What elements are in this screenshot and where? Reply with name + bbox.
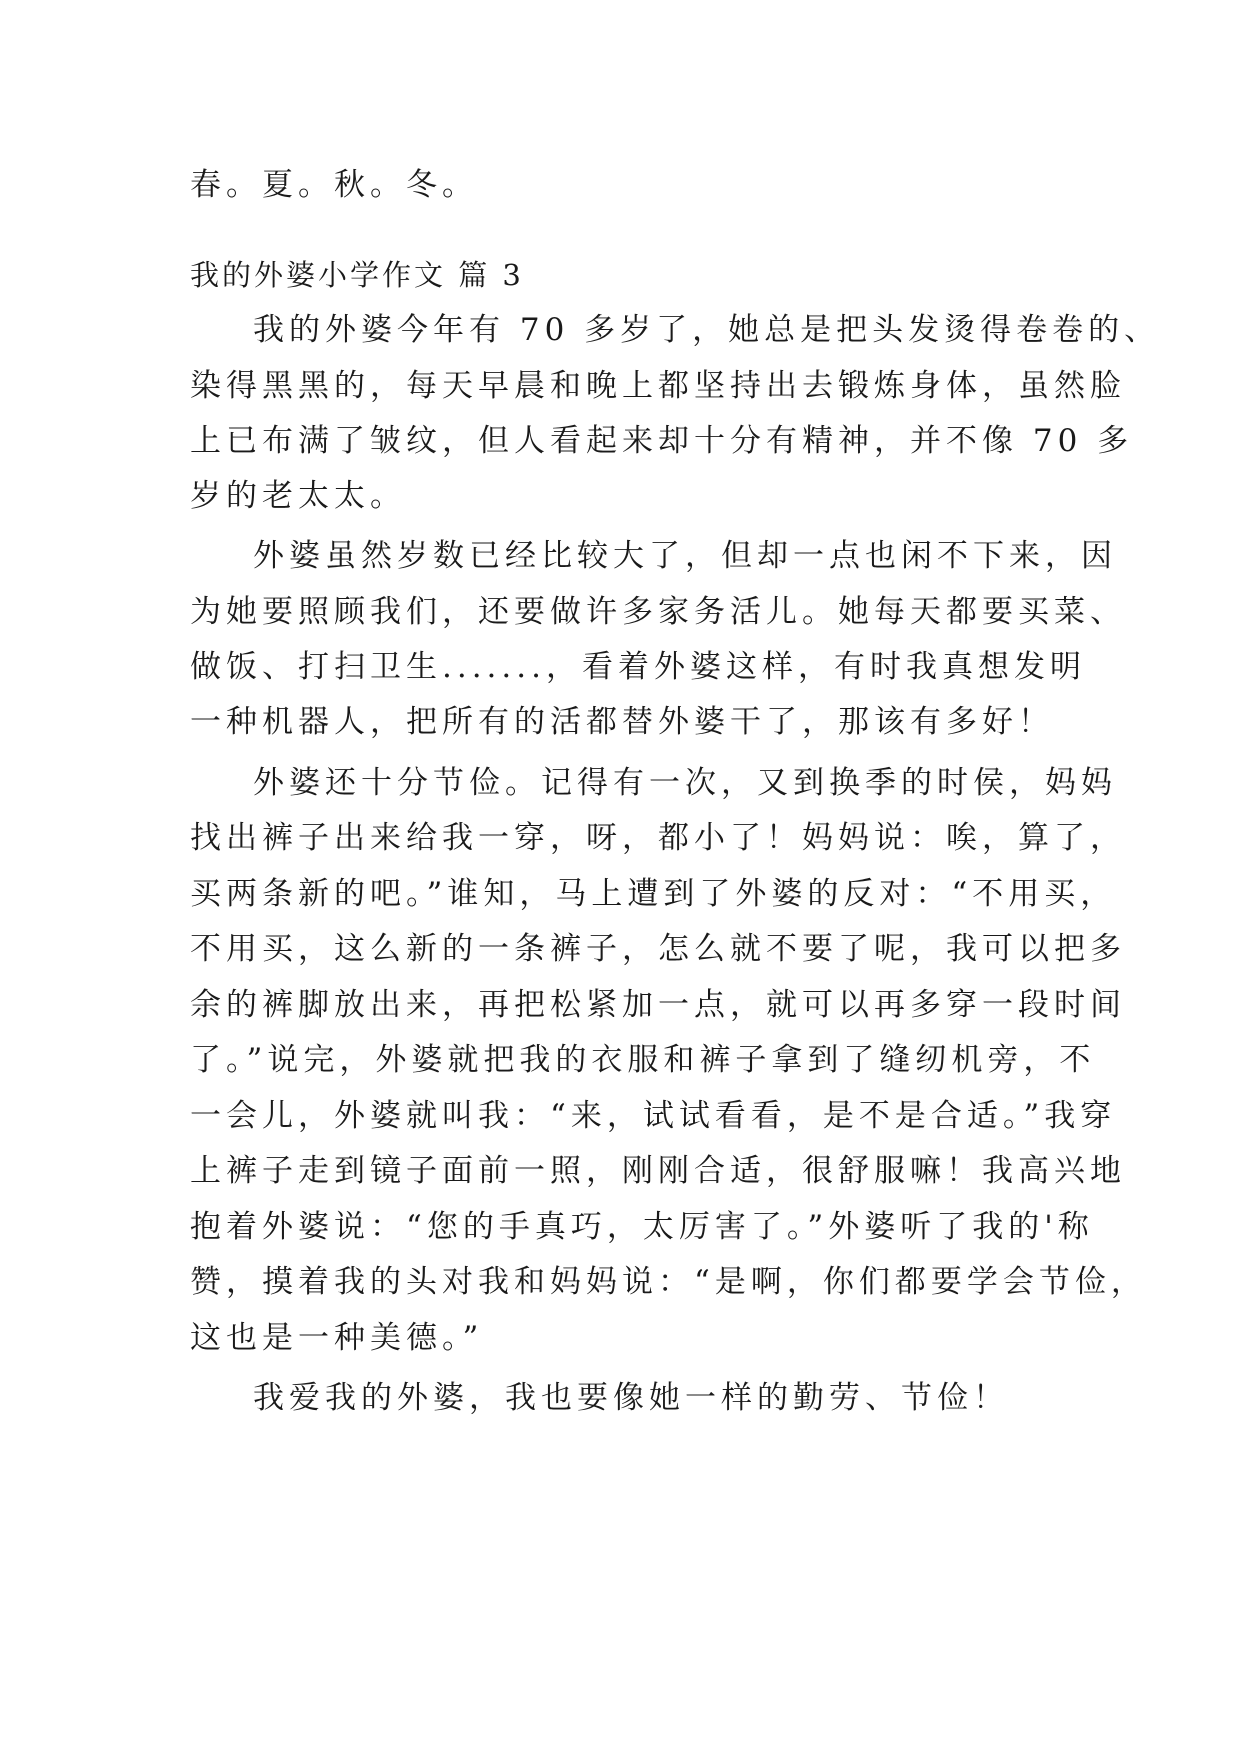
paragraph-line: 做饭、打扫卫生.......，看着外婆这样，有时我真想发明 <box>190 649 1086 685</box>
essay-heading: 我的外婆小学作文 篇 3 <box>190 258 524 292</box>
paragraph-line: 赞，摸着我的头对我和妈妈说：“是啊，你们都要学会节俭， <box>190 1264 1147 1300</box>
paragraph-line: 不用买，这么新的一条裤子，怎么就不要了呢，我可以把多 <box>190 931 1126 967</box>
paragraph-line: 一会儿，外婆就叫我：“来，试试看看，是不是合适。”我穿 <box>190 1098 1117 1134</box>
paragraph-line: 为她要照顾我们，还要做许多家务活儿。她每天都要买菜、 <box>190 594 1126 630</box>
paragraph-line: 抱着外婆说：“您的手真巧，太厉害了。”外婆听了我的'称 <box>190 1209 1094 1245</box>
paragraph-line: 外婆还十分节俭。记得有一次，又到换季的时侯，妈妈 <box>253 765 1117 801</box>
paragraph-line: 岁的老太太。 <box>190 478 406 514</box>
intro-line: 春。夏。秋。冬。 <box>190 167 478 203</box>
paragraph-line: 余的裤脚放出来，再把松紧加一点，就可以再多穿一段时间 <box>190 987 1126 1023</box>
paragraph-line: 我的外婆今年有 70 多岁了，她总是把头发烫得卷卷的、 <box>253 312 1161 348</box>
paragraph-line: 上已布满了皱纹，但人看起来却十分有精神，并不像 70 多 <box>190 423 1134 459</box>
paragraph-line: 染得黑黑的，每天早晨和晚上都坚持出去锻炼身体，虽然脸 <box>190 368 1126 404</box>
paragraph-line: 找出裤子出来给我一穿，呀，都小了！妈妈说：唉，算了， <box>190 820 1126 856</box>
paragraph-line: 买两条新的吧。”谁知，马上遭到了外婆的反对：“不用买， <box>190 876 1117 912</box>
paragraph-line: 一种机器人，把所有的活都替外婆干了，那该有多好！ <box>190 704 1054 740</box>
paragraph-line: 这也是一种美德。” <box>190 1320 484 1356</box>
paragraph-line: 外婆虽然岁数已经比较大了，但却一点也闲不下来，因 <box>253 538 1117 574</box>
paragraph-line: 上裤子走到镜子面前一照，刚刚合适，很舒服嘛！我高兴地 <box>190 1153 1126 1189</box>
paragraph-line: 我爱我的外婆，我也要像她一样的勤劳、节俭！ <box>253 1380 1009 1416</box>
paragraph-line: 了。”说完，外婆就把我的衣服和裤子拿到了缝纫机旁，不 <box>190 1042 1096 1078</box>
